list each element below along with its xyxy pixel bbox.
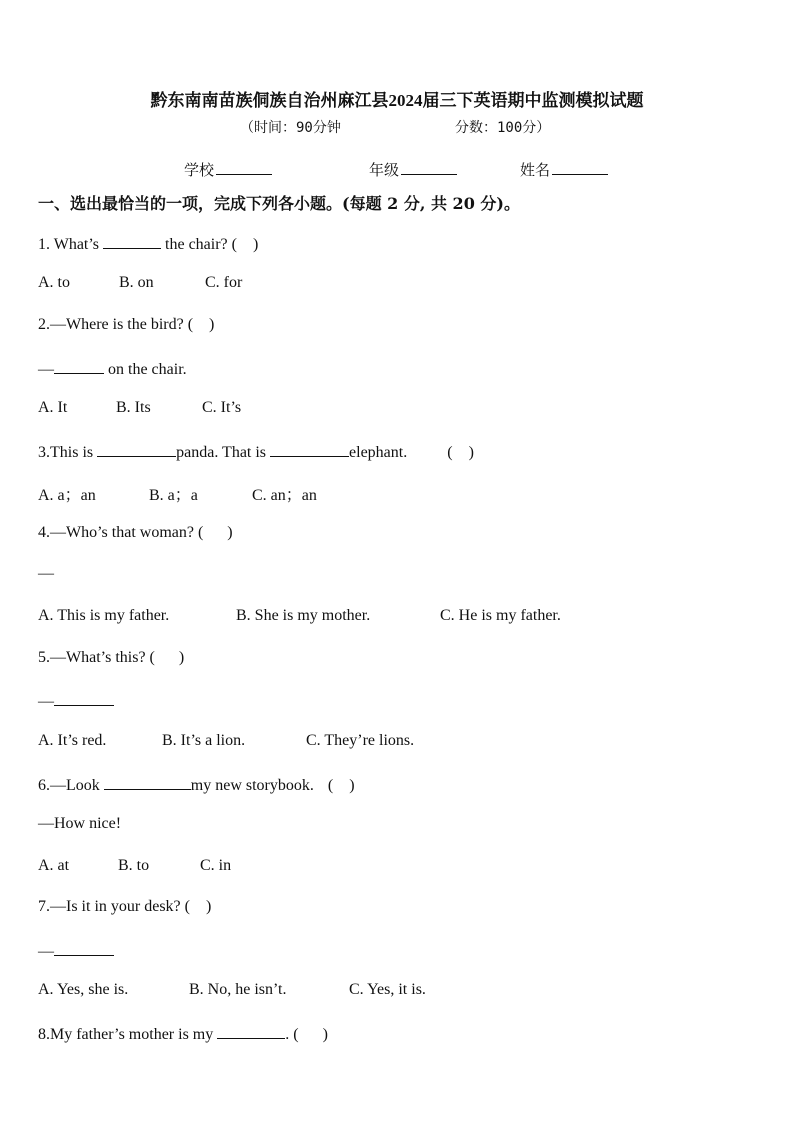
q3-blank-1[interactable] — [97, 441, 176, 457]
q3-option-a[interactable]: A. a；an — [38, 487, 96, 504]
q5-option-b[interactable]: B. It’s a lion. — [162, 732, 246, 749]
q3-blank-2[interactable] — [270, 441, 349, 457]
q1-text-pre: 1. What’s — [38, 236, 104, 253]
q1-text-post: the chair? ( ) — [161, 236, 259, 253]
q3-text-pre: 3.This is — [38, 444, 98, 461]
q1-option-a[interactable]: A. to — [38, 274, 70, 291]
q8-text-post: . ( ) — [285, 1026, 328, 1043]
q2-text-post: on the chair. — [104, 361, 187, 378]
q4-option-a[interactable]: A. This is my father. — [38, 607, 170, 624]
question-5-answer-line — [38, 690, 114, 711]
grade-field — [369, 159, 457, 180]
q3-option-c[interactable]: C. an；an — [252, 487, 317, 504]
q5-option-c[interactable]: C. They’re lions. — [306, 732, 415, 749]
name-field — [520, 159, 608, 180]
question-2-options — [38, 399, 241, 417]
q2-dash: — — [38, 361, 54, 378]
q6-text-pre: 6.—Look — [38, 777, 104, 794]
q6-option-c[interactable]: C. in — [200, 857, 232, 874]
q5-dash: — — [38, 693, 54, 710]
q2-option-c[interactable]: C. It’s — [202, 399, 242, 416]
grade-blank[interactable] — [401, 160, 457, 175]
q3-text-post: elephant. — [349, 444, 408, 461]
grade-label: 年级 — [369, 161, 400, 179]
q7-option-c[interactable]: C. Yes, it is. — [349, 981, 426, 998]
q4-option-b[interactable]: B. She is my mother. — [236, 607, 371, 624]
question-6-stem — [38, 774, 355, 795]
question-7-options — [38, 981, 426, 999]
q7-dash: — — [38, 943, 54, 960]
section-heading: 一、选出最恰当的一项，完成下列各小题。(每题 2 分, 共 20 分)。 — [38, 194, 520, 213]
exam-score: 分数：100分） — [455, 120, 551, 136]
question-2-answer-line — [38, 358, 187, 379]
q1-blank[interactable] — [103, 233, 161, 249]
exam-time: （时间：90分钟 — [240, 120, 341, 136]
school-label: 学校 — [184, 161, 215, 179]
question-3-options — [38, 482, 317, 505]
q3-option-b[interactable]: B. a；a — [149, 487, 198, 504]
question-5-options — [38, 732, 414, 750]
q6-text-post: my new storybook. — [190, 777, 314, 794]
question-4-stem: 4.—Who’s that woman? ( ) — [38, 524, 233, 541]
question-3-stem — [38, 441, 474, 462]
q8-text-pre: 8.My father’s mother is my — [38, 1026, 218, 1043]
name-blank[interactable] — [552, 160, 608, 175]
q2-blank[interactable] — [54, 358, 104, 374]
question-8-stem — [38, 1023, 328, 1044]
question-1-options — [38, 274, 242, 292]
question-2-stem: 2.—Where is the bird? ( ) — [38, 316, 215, 333]
question-4-answer-line: — — [38, 565, 54, 582]
q2-option-a[interactable]: A. It — [38, 399, 68, 416]
question-6-reply: —How nice! — [38, 815, 122, 832]
q5-blank[interactable] — [54, 690, 114, 706]
q7-option-b[interactable]: B. No, he isn’t. — [189, 981, 287, 998]
q7-option-a[interactable]: A. Yes, she is. — [38, 981, 129, 998]
question-1-stem — [38, 233, 258, 254]
q2-option-b[interactable]: B. Its — [116, 399, 151, 416]
q3-paren: ( ) — [447, 444, 474, 461]
q8-blank[interactable] — [217, 1023, 285, 1039]
school-field — [184, 159, 272, 180]
q4-option-c[interactable]: C. He is my father. — [440, 607, 561, 624]
question-7-stem: 7.—Is it in your desk? ( ) — [38, 898, 212, 915]
q5-option-a[interactable]: A. It’s red. — [38, 732, 107, 749]
q1-option-c[interactable]: C. for — [205, 274, 243, 291]
question-7-answer-line — [38, 940, 114, 961]
q6-paren: ( ) — [327, 777, 355, 794]
q6-blank[interactable] — [104, 774, 191, 790]
q6-option-b[interactable]: B. to — [118, 857, 150, 874]
page-title: 黔东南南苗族侗族自治州麻江县2024届三下英语期中监测模拟试题 — [150, 91, 644, 110]
name-label: 姓名 — [520, 161, 551, 179]
question-4-options — [38, 607, 561, 625]
q7-blank[interactable] — [54, 940, 114, 956]
question-6-options — [38, 857, 231, 875]
school-blank[interactable] — [216, 160, 272, 175]
q1-option-b[interactable]: B. on — [119, 274, 154, 291]
q3-text-mid: panda. That is — [176, 444, 271, 461]
q6-option-a[interactable]: A. at — [38, 857, 70, 874]
question-5-stem: 5.—What’s this? ( ) — [38, 649, 185, 666]
